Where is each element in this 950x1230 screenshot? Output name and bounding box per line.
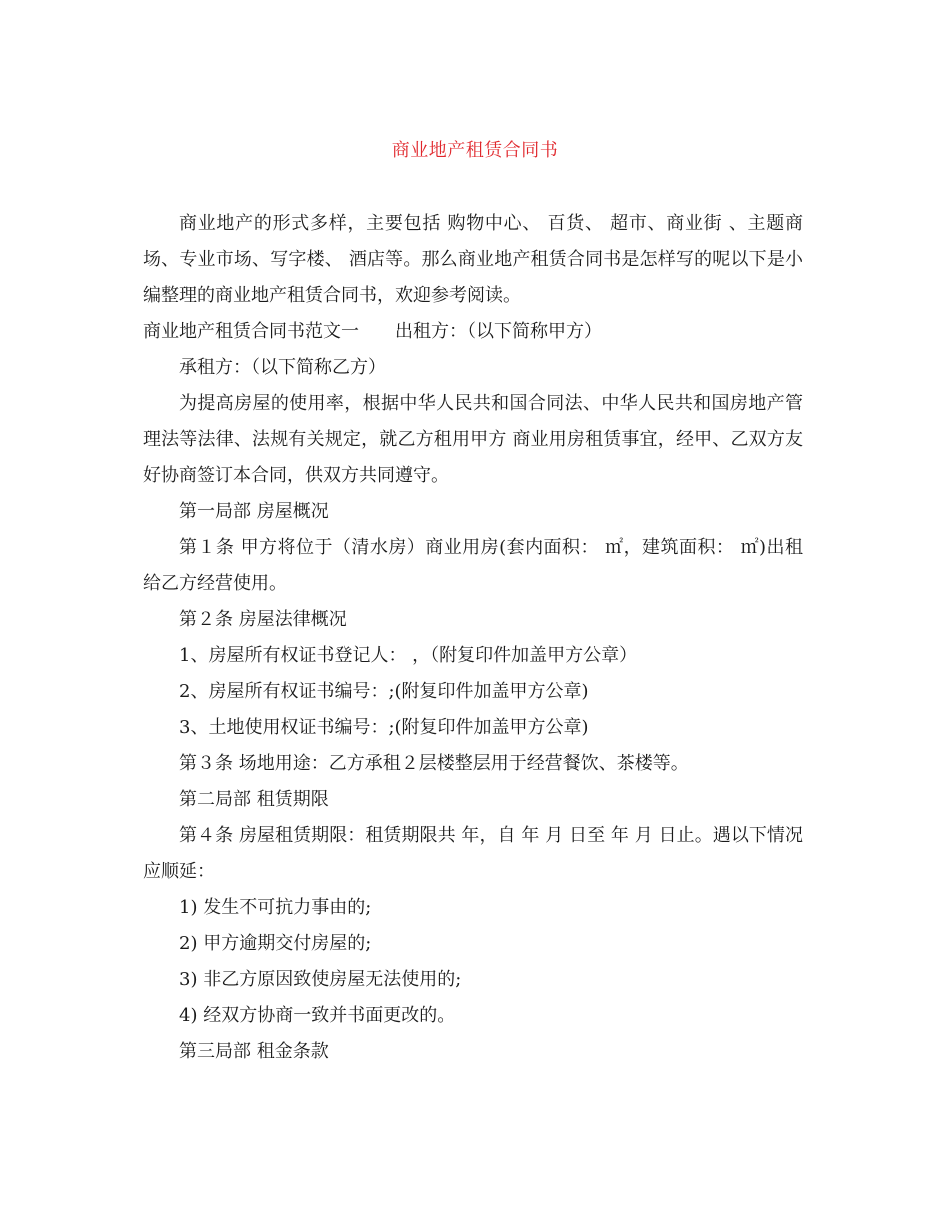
section-heading-3: 第三局部 租金条款 — [179, 1041, 329, 1062]
intro-paragraph: 商业地产的形式多样，主要包括 购物中心、 百货、 超市、商业街 、主题商场、专业市场、写字楼、 酒店等。那么商业地产租赁合同书是怎样写的呢以下是小编整理的商业地产租赁合同书，欢迎参考阅读。 — [143, 213, 803, 306]
lessor-line: 出租方：（以下简称甲方） — [395, 321, 602, 342]
article-2-heading: 第２条 房屋法律概况 — [179, 609, 347, 630]
article-2-item-2: 2、房屋所有权证书编号：;(附复印件加盖甲方公章) — [179, 681, 589, 702]
article-4: 第４条 房屋租赁期限：租赁期限共 年，自 年 月 日至 年 月 日止。遇以下情况应顺延： — [143, 825, 803, 882]
sample-heading-line — [143, 314, 803, 350]
document-body — [143, 206, 803, 1070]
section-heading-1: 第一局部 房屋概况 — [179, 501, 329, 522]
article-1: 第１条 甲方将位于（清水房）商业用房(套内面积： ㎡，建筑面积： ㎡)出租给乙方经营使用。 — [143, 537, 803, 594]
document-title: 商业地产租赁合同书 — [391, 140, 559, 161]
article-3: 第３条 场地用途：乙方承租２层楼整层用于经营餐饮、茶楼等。 — [179, 753, 689, 774]
sample-heading: 商业地产租赁合同书范文一 — [143, 321, 359, 342]
section-heading-2: 第二局部 租赁期限 — [179, 789, 329, 810]
article-2-item-3: 3、土地使用权证书编号：;(附复印件加盖甲方公章) — [179, 717, 589, 738]
purpose-paragraph: 为提高房屋的使用率，根据中华人民共和国合同法、中华人民共和国房地产管理法等法律、法规有关规定，就乙方租用甲方 商业用房租赁事宜，经甲、乙双方友好协商签订本合同，供双方共同遵守。 — [143, 393, 803, 486]
article-4-item-4: 4) 经双方协商一致并书面更改的。 — [179, 1005, 456, 1026]
article-4-item-1: 1) 发生不可抗力事由的; — [179, 897, 372, 918]
lessee-line: 承租方：（以下简称乙方） — [179, 357, 386, 378]
article-4-item-2: 2) 甲方逾期交付房屋的; — [179, 933, 372, 954]
article-2-item-1: 1、房屋所有权证书登记人： ，（附复印件加盖甲方公章） — [179, 645, 638, 666]
article-4-item-3: 3) 非乙方原因致使房屋无法使用的; — [179, 969, 462, 990]
